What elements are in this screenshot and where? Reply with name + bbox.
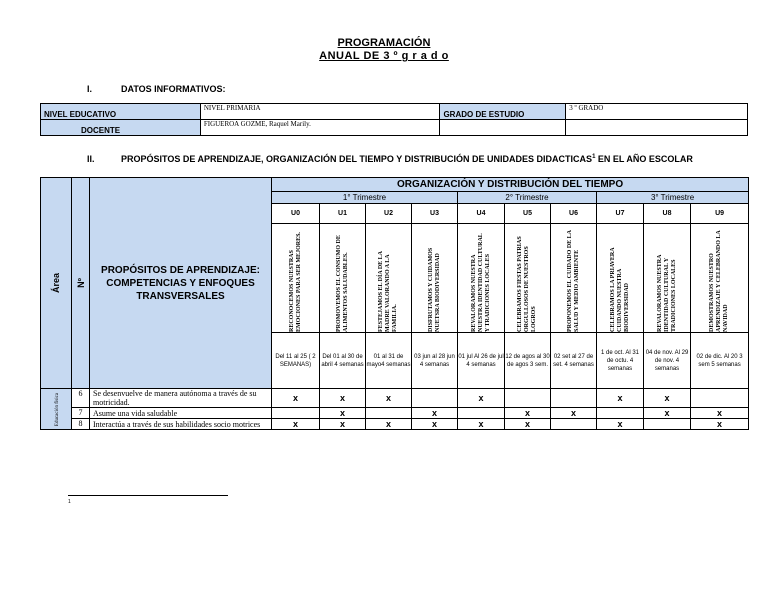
unit-mark: x [505,419,551,430]
unit-mark [597,408,644,419]
unit-title: CELEBRAMOS FIESTAS PATRIAS ORGULLOSOS DE NUESTROS LOGROS [517,236,537,332]
unit-title-cell [551,224,597,333]
info-table [40,103,748,136]
unit-mark [458,408,505,419]
section-propositos [87,154,693,164]
section-datos-informativos [87,84,226,94]
unit-title: CELEBRAMOS LA PRIAVERA CUIDANDO NUESTRA BIODIVERSIDAD [609,247,630,332]
trimester-3: 3° Trimestre [597,192,749,204]
num-header: Nº [72,178,90,389]
unit-mark [505,389,551,408]
unit-title-cell [644,224,691,333]
unit-mark: x [272,419,320,430]
unit-title: FESTEJAMOS EL DÍA DE LA MADRE VALORANDO A LA FAMILIA. [378,251,398,332]
section-label: PROPÓSITOS DE APRENDIZAJE, ORGANIZACIÓN DEL TIEMPO Y DISTRIBUCIÓN DE UNIDADES DIDACTICAS [121,154,593,164]
footnote-ref: 1 [592,154,596,160]
title-line-2: ANUAL DE 3 º g r a d o [319,50,449,62]
unit-mark: x [366,419,412,430]
unit-dates: 02 set al 27 de set. 4 semanas [551,333,597,389]
table-row [41,389,749,408]
unit-mark [551,389,597,408]
unit-dates: 03 jun al 28 jun 4 semanas [412,333,458,389]
unit-mark: x [272,389,320,408]
unit-dates: 02 de dic. Al 20 3 sem 5 semanas [691,333,749,389]
unit-title: DISFRUTAMOS Y CUIDAMOS NUETSRA BIODIVERSIDAD [427,247,441,332]
section-label: DATOS INFORMATIVOS: [121,84,226,94]
unit-mark: x [691,419,749,430]
unit-mark: x [691,408,749,419]
section-number: I. [87,84,93,94]
unit-header: U1 [320,204,366,224]
trimester-1: 1° Trimestre [272,192,458,204]
unit-title: REVALORAMOS NUESTRA NUESTRA IDENTIDAD CULTURAL Y TRADICIONES LOCALES [470,233,491,332]
unit-header: U2 [366,204,412,224]
unit-mark: x [320,408,366,419]
competency-text: Interactúa a través de sus habilidades socio motrices [90,419,272,430]
unit-header: U3 [412,204,458,224]
grado-label: GRADO DE ESTUDIO [440,104,566,120]
unit-title-cell [320,224,366,333]
unit-header: U5 [505,204,551,224]
unit-dates: Del 11 al 25 ( 2 SEMANAS) [272,333,320,389]
empty-cell [440,120,566,136]
footnote-divider [68,495,228,496]
table-row [41,408,749,419]
unit-mark: x [505,408,551,419]
unit-header: U4 [458,204,505,224]
unit-mark: x [551,408,597,419]
unit-mark: x [366,389,412,408]
unit-mark [272,408,320,419]
area-cell [41,389,72,430]
unit-header: U6 [551,204,597,224]
unit-dates: 12 de agos al 30 de agos 3 sem. [505,333,551,389]
nivel-label: NIVEL EDUCATIVO [41,104,201,120]
unit-title-cell [272,224,320,333]
unit-mark: x [644,408,691,419]
unit-header: U8 [644,204,691,224]
unit-dates: Del 01 al 30 de abril 4 semanas [320,333,366,389]
unit-title-cell [366,224,412,333]
docente-value: FIGUEROA GOZME, Raquel Marily. [200,120,440,136]
purpose-header: PROPÓSITOS DE APRENDIZAJE: COMPETENCIAS Y ENFOQUES TRANSVERSALES [90,178,272,389]
nivel-value: NIVEL PRIMARIA [200,104,440,120]
org-header: ORGANIZACIÓN Y DISTRIBUCIÓN DEL TIEMPO [272,178,749,192]
competency-number: 6 [72,389,90,408]
unit-title: REVALORAMOS NUESTRA IDENTIDAD CULTURAL Y TRADICIONES LOCALES [656,254,677,332]
section-number: II. [87,154,95,164]
docente-label: DOCENTE [41,120,201,136]
unit-header: U9 [691,204,749,224]
unit-mark: x [412,408,458,419]
unit-mark: x [458,419,505,430]
unit-mark: x [597,419,644,430]
unit-dates: 04 de nov. Al 29 de nov. 4 semanas [644,333,691,389]
unit-title-cell [505,224,551,333]
competency-number: 8 [72,419,90,430]
programming-table [40,177,749,430]
unit-header: U0 [272,204,320,224]
competency-text: Asume una vida saludable [90,408,272,419]
unit-title: PROMOVEMOS EL CONSUMO DE ALIMENTOS SALUDABLES. [335,235,349,332]
unit-mark [551,419,597,430]
area-label: Educación física [55,392,61,426]
unit-mark [412,389,458,408]
unit-mark: x [597,389,644,408]
unit-dates: 01 jul Al 26 de jul 4 semanas [458,333,505,389]
unit-title-cell [597,224,644,333]
unit-header: U7 [597,204,644,224]
unit-mark: x [458,389,505,408]
unit-dates: 1 de oct. Al 31 de octu. 4 semanas [597,333,644,389]
unit-mark: x [320,419,366,430]
unit-mark [644,419,691,430]
unit-mark: x [320,389,366,408]
unit-mark: x [412,419,458,430]
section-label-tail: EN EL AÑO ESCOLAR [595,154,693,164]
unit-mark: x [644,389,691,408]
unit-mark [366,408,412,419]
unit-title-cell [691,224,749,333]
competency-number: 7 [72,408,90,419]
title-line-1: PROGRAMACIÓN [337,37,431,49]
unit-title-cell [458,224,505,333]
area-header: Área [41,178,72,389]
trimester-2: 2° Trimestre [458,192,597,204]
unit-title-cell [412,224,458,333]
unit-mark [691,389,749,408]
unit-title: RECONOCEMOS NUESTRAS EMOCIONES PARA SER MEJORES. [288,232,302,332]
unit-dates: 01 al 31 de mayo4 semanas [366,333,412,389]
document-title [0,37,768,63]
grado-value: 3 º GRADO [566,104,748,120]
unit-title: PROPONEMOS EL CUIDADO DE LA SALUD Y MEDIO AMBIENTE [566,230,580,332]
competency-text: Se desenvuelve de manera autónoma a través de su motricidad. [90,389,272,408]
empty-cell [566,120,748,136]
table-row [41,419,749,430]
unit-title: DEMOSTRAMOS NUESTRO APRENDIZAJE Y CELEBRANDO LA NAVIDAD [709,230,730,332]
footnote-number: 1 [68,499,71,505]
